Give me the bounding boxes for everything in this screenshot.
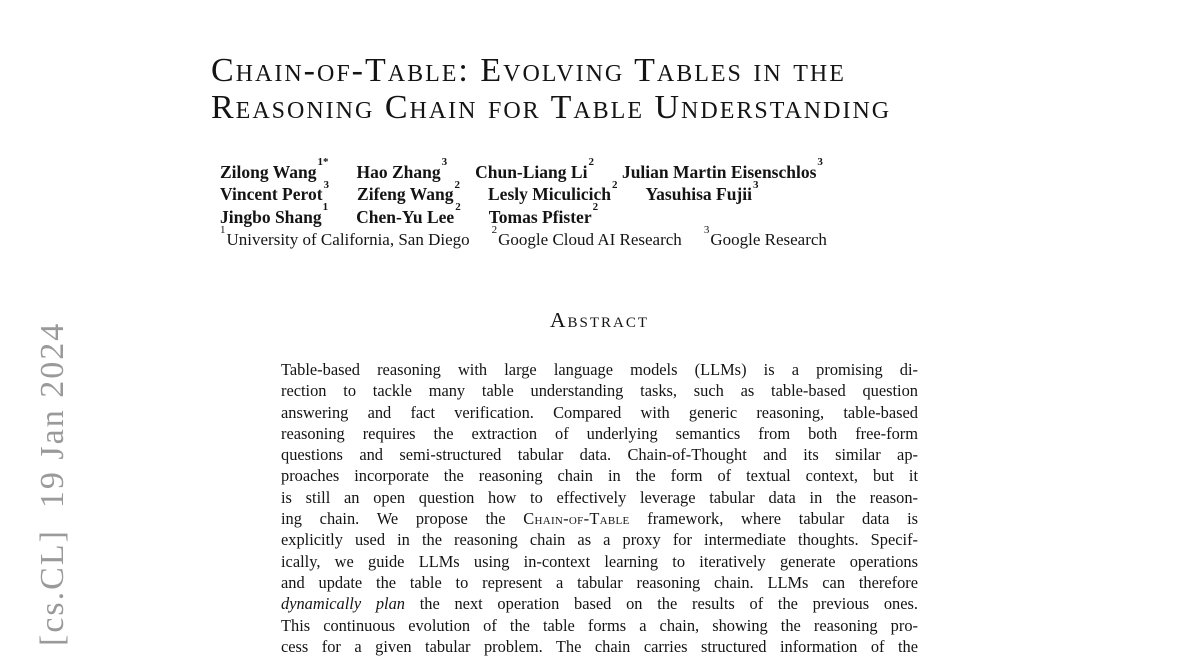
author-affil-superscript: 2 [588, 156, 594, 169]
author-name: Yasuhisa Fujii$^3$ [645, 178, 759, 205]
abstract-text: ing chain. We propose the [281, 509, 524, 529]
arxiv-watermark: [cs.CL] 19 Jan 2024 [34, 321, 71, 646]
affiliation-superscript: 3 [703, 223, 710, 236]
author-affil-superscript: 3 [752, 178, 759, 191]
author-name: Chen-Yu Lee$^2$ [356, 200, 461, 227]
paper-title-line2: Reasoning Chain for Table Understanding [211, 88, 892, 126]
abstract-line [281, 359, 918, 380]
abstract-text: questions and semi-structured tabular data. Chain-of-Thought and its similar ap- [281, 445, 918, 465]
author-affil-superscript: 1 [322, 200, 329, 213]
abstract-text: reasoning requires the extraction of underlying semantics from both free-form [281, 423, 918, 443]
author-affil-superscript: 2 [454, 178, 460, 191]
abstract-line [281, 444, 918, 465]
author-affil-superscript: 3 [817, 156, 823, 169]
abstract-italic-text: dynamically plan [281, 594, 405, 614]
abstract-line [281, 487, 918, 508]
abstract-text: and update the table to represent a tabular reasoning chain. LLMs can therefore [281, 572, 918, 592]
author-row [220, 200, 823, 228]
affiliation: $^2$Google Cloud AI Research [491, 223, 682, 249]
abstract-line [281, 402, 918, 423]
author-name: Jingbo Shang$^1$ [220, 200, 329, 227]
abstract-text: Table-based reasoning with large language models (LLMs) is a promising di- [281, 360, 918, 379]
author-affil-superscript: 2 [611, 178, 618, 191]
abstract-line [281, 423, 918, 444]
abstract-line [281, 551, 918, 572]
abstract-text: framework, where tabular data is [629, 509, 918, 529]
paper-title [211, 53, 891, 126]
affiliation-superscript: 1 [220, 223, 226, 236]
abstract-text: answering and fact verification. Compared with generic reasoning, table-based [281, 402, 918, 422]
author-name: Tomas Pfister$^2$ [488, 200, 599, 227]
abstract-body [281, 359, 918, 657]
author-name: Zifeng Wang$^2$ [357, 178, 460, 205]
author-affil-superscript: 2 [455, 200, 461, 213]
abstract-smallcaps-text: Chain-of-Table [523, 509, 630, 529]
author-name: Hao Zhang$^3$ [356, 156, 448, 182]
paper-title-line1: Chain-of-Table: Evolving Tables in the [211, 52, 846, 89]
abstract-line [281, 636, 918, 657]
author-row [220, 178, 823, 205]
author-affil-superscript: 2 [592, 200, 599, 213]
abstract-text: proaches incorporate the reasoning chain in the form of textual context, but it [281, 466, 918, 486]
author-block [220, 156, 823, 228]
abstract-text: explicitly used in the reasoning chain as a proxy for intermediate thoughts. Specif- [281, 530, 918, 550]
affiliation-line [220, 223, 827, 251]
abstract-text: This continuous evolution of the table forms a chain, showing the reasoning pro- [281, 615, 918, 635]
abstract-line [281, 508, 918, 529]
abstract-line [281, 593, 918, 614]
author-name: Julian Martin Eisenschlos$^3$ [621, 156, 823, 182]
abstract-text: is still an open question how to effectively leverage tabular data in the reason- [281, 487, 918, 507]
abstract-line [281, 572, 918, 593]
abstract-text: the next operation based on the results of the previous ones. [404, 594, 918, 614]
author-name: Lesly Miculicich$^2$ [488, 178, 618, 205]
affiliation: $^3$Google Research [703, 223, 827, 249]
author-name: Chun-Liang Li$^2$ [475, 156, 594, 182]
abstract-text: cess for a given tabular problem. The chain carries structured information of the [281, 636, 918, 656]
abstract-line [281, 615, 918, 636]
abstract-text: rection to tackle many table understanding tasks, such as table-based question [281, 381, 918, 401]
author-affil-superscript: 3 [323, 178, 330, 191]
author-name: Zilong Wang$^{1*}$ [220, 156, 329, 182]
affiliation-superscript: 2 [491, 223, 498, 236]
abstract-line [281, 529, 918, 550]
author-affil-superscript: 1* [317, 156, 329, 169]
author-affil-superscript: 3 [441, 156, 448, 169]
abstract-line [281, 465, 918, 486]
abstract-text: ically, we guide LLMs using in-context learning to iteratively generate operations [281, 551, 918, 571]
author-row [220, 156, 823, 183]
author-name: Vincent Perot$^3$ [220, 178, 330, 205]
abstract-line [281, 380, 918, 401]
affiliation: $^1$University of California, San Diego [220, 223, 470, 249]
abstract-heading: Abstract [549, 308, 650, 332]
